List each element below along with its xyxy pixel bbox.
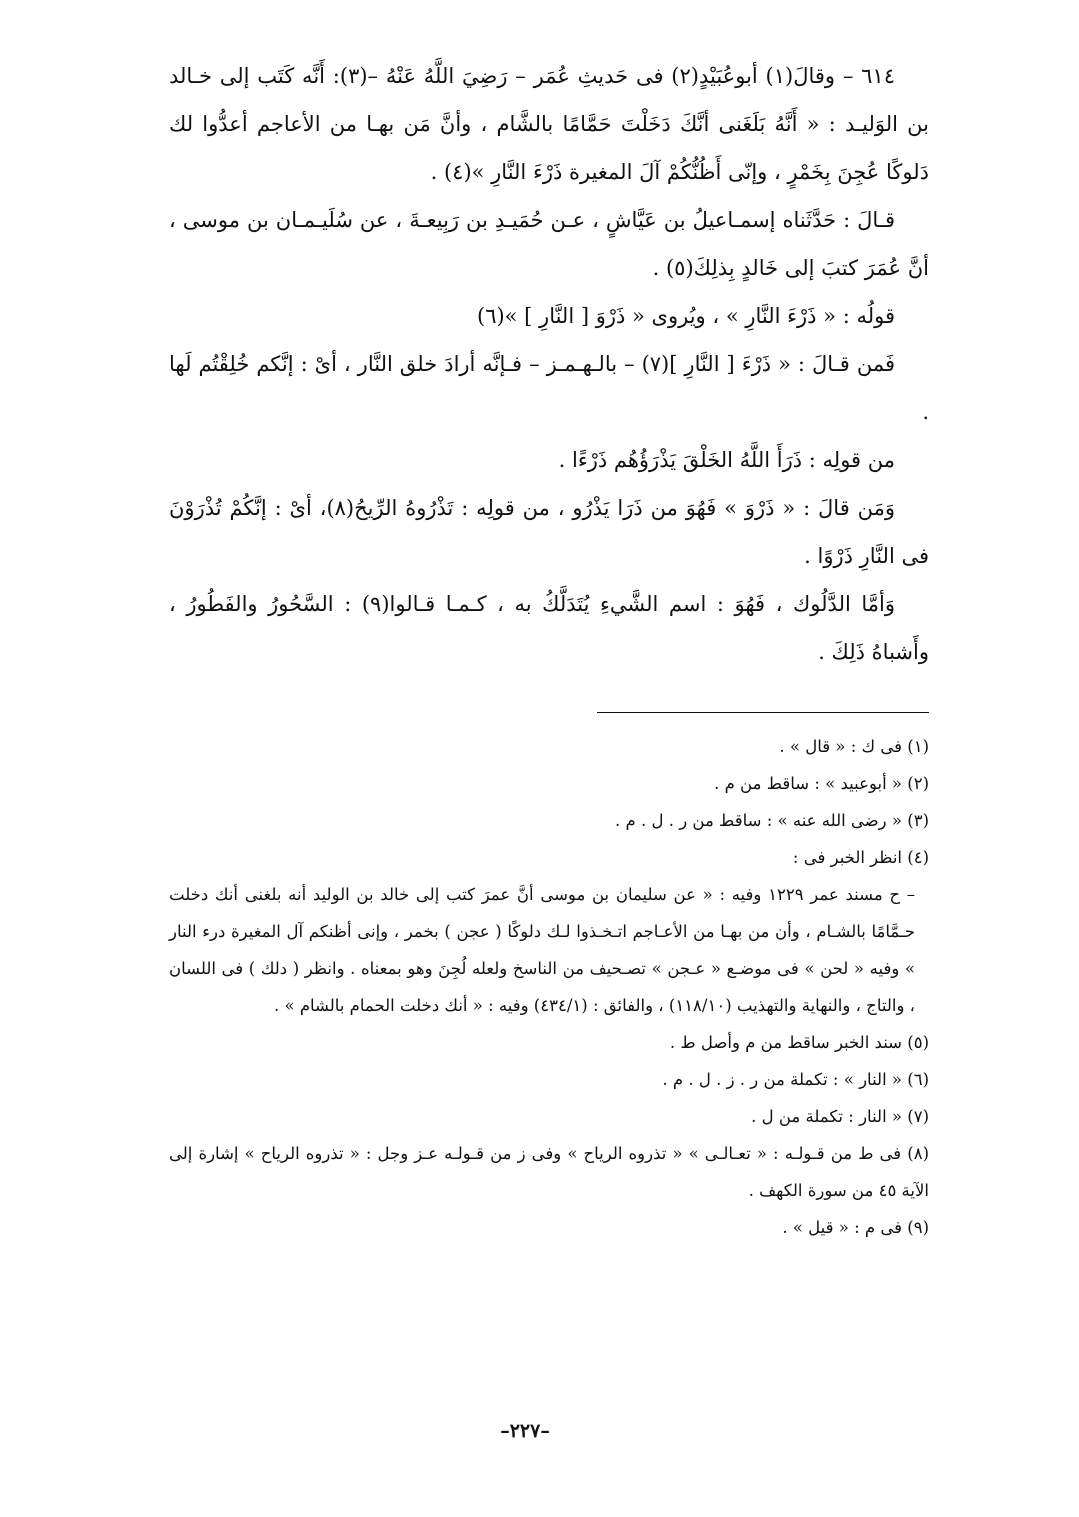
paragraph-dharw-reading: وَمَن قالَ : « ذَرْوَ » فَهُوَ من ذَرَا يَذْرُو ، من قولِه : تَذْرُوهُ الرِّيحُ(٨)، أىْ : إنَّكُمْ تُذْرَوْنَ فى النَّارِ ذَرْوًا . bbox=[169, 496, 929, 568]
paragraph-qawluhu: قولُه : « ذَرْءَ النَّارِ » ، ويُروى « ذَرْوَ [ النَّارِ ] »(٦) bbox=[476, 304, 895, 328]
footnote-3: (٣) « رضى الله عنه » : ساقط من ر . ل . م . bbox=[615, 811, 929, 830]
main-text bbox=[169, 52, 929, 676]
footnote-separator bbox=[597, 712, 929, 713]
footnote-6: (٦) « النار » : تكملة من ر . ز . ل . م . bbox=[662, 1070, 929, 1089]
paragraph-dhara-allah: من قولِه : ذَرَأَ اللَّهُ الخَلْقَ يَذْرَؤُهُم ذَرْءًا . bbox=[558, 448, 895, 472]
footnote-9: (٩) فى م : « قيل » . bbox=[782, 1218, 929, 1237]
paragraph-dalouk: وَأمَّا الدَّلُوك ، فَهُوَ : اسم الشَّيءِ يُتَدَلَّكُ به ، كـمـا قـالوا(٩) : السَّحُورُ والفَطُورُ ، وأَشباهُ ذَلِكَ . bbox=[169, 592, 929, 664]
footnote-2: (٢) « أبوعبيد » : ساقط من م . bbox=[714, 774, 929, 793]
footnotes bbox=[169, 728, 929, 1246]
paragraph-hadith-614: ٦١٤ – وقالَ(١) أبوعُبَيْدٍ(٢) فى حَديثِ عُمَر – رَضِيَ اللَّهُ عَنْهُ –(٣): أَنَّه كَتَب إلى خـالد بن الوَليـد : « أَنَّهُ بَلَغَنى أنَّكَ دَخَلْتَ حَمَّامًا بالشَّام ، وأنَّ مَن بهـا من الأعاجم أعدُّوا لك دَلوكًا عُجِنَ بِخَمْرٍ ، وإنّى أَظُنُّكُمْ آلَ المغيرة ذَرْءَ النَّارِ »(٤) . bbox=[169, 64, 929, 184]
footnote-8: (٨) فى ط من قـولـه : « تعـالـى » « تذروه الرياح » وفى ز من قـولـه عـز وجل : « تذروه الرياح » إشارة إلى الآية ٤٥ من سورة الكهف . bbox=[169, 1144, 929, 1200]
footnote-7: (٧) « النار : تكملة من ل . bbox=[751, 1107, 929, 1126]
footnote-1: (١) فى ك : « قال » . bbox=[779, 737, 929, 756]
footnote-4-detail: – ح مسند عمر ١٢٢٩ وفيه : « عن سليمان بن موسى أنَّ عمرَ كتب إلى خالد بن الوليد أنه بلغنى أنك دخلت حـمَّامًا بالشـام ، وأن من بهـا من الأعـاجم اتـخـذوا لـك دلوكًا ( عجن ) بخمر ، وإنى أظنكم آل المغيرة درء النار » وفيه « لحن » فى موضـع « عـجن » تصـحيف من الناسخ ولعله لُجِنَ وهو بمعناه . وانظر ( دلك ) فى اللسان ، والتاج ، والنهاية والتهذيب (١١٨/١٠) ، والفائق : (٤٣٤/١) وفيه : « أنك دخلت الحمام بالشام » . bbox=[169, 885, 915, 1015]
paragraph-isnad: قـالَ : حَدَّثَناه إسمـاعيلُ بن عَيَّاشٍ ، عـن حُمَيـدِ بن رَبِيعـةَ ، عن سُلَيـمـان بن موسى ، أنَّ عُمَرَ كتبَ إلى خَالدٍ بِذلِكَ(٥) . bbox=[169, 208, 929, 280]
footnote-4: (٤) انظر الخبر فى : bbox=[792, 848, 929, 867]
footnote-5: (٥) سند الخبر ساقط من م وأصل ط . bbox=[669, 1033, 929, 1052]
page-number: –٢٢٧– bbox=[500, 1420, 550, 1442]
paragraph-hamz-reading: فَمن قـالَ : « ذَرْءَ [ النَّارِ ](٧) – بالـهـمـز – فـإنَّه أرادَ خلق النَّار ، أىْ : إنَّكم خُلِقْتُم لَها . bbox=[169, 352, 929, 424]
